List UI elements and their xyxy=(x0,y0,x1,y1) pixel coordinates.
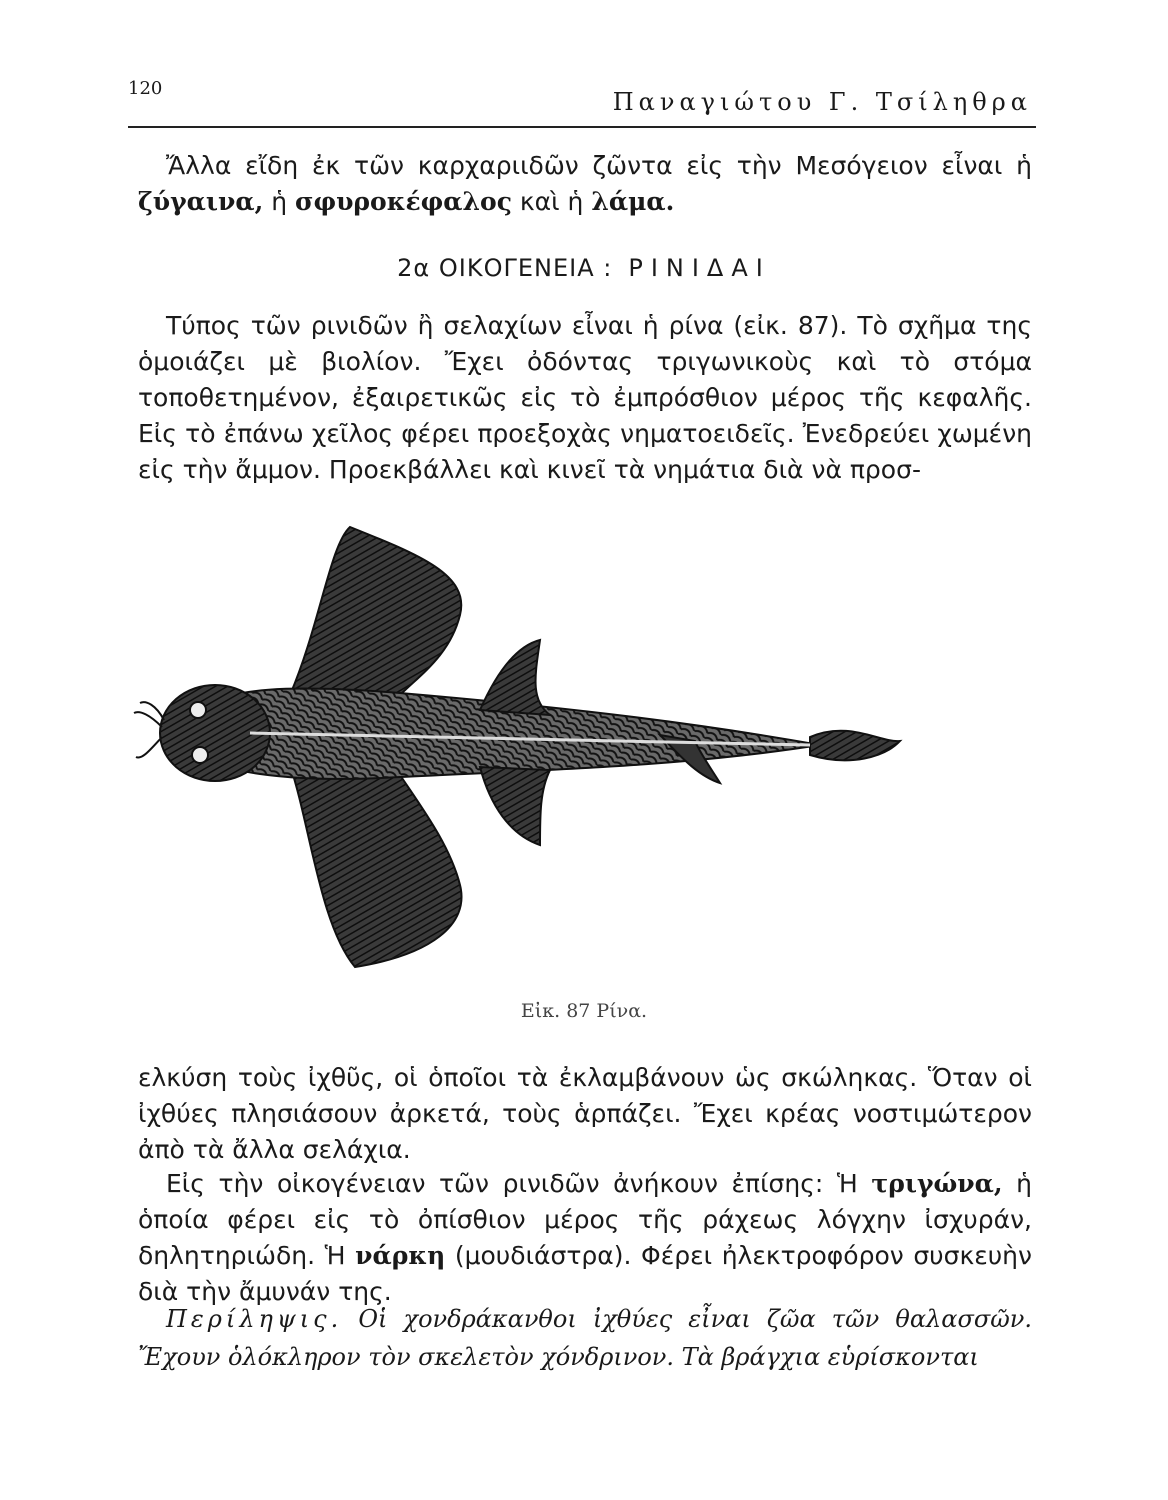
dorsal-fin-1 xyxy=(480,640,550,715)
figure-87 xyxy=(120,505,920,985)
term-trigona: τριγώνα, xyxy=(871,1169,1003,1198)
body-paragraph-2: ελκύση τοὺς ἰχθῦς, οἱ ὁποῖοι τὰ ἐκλαμβάνουν ὡς σκώληκας. Ὅταν οἱ ἰχθύες πλησιάσουν ἀρκετά, τοὺς ἁρπάζει. Ἔχει κρέας νοστιμώτερον ἀπὸ τὰ ἄλλα σελάχια. xyxy=(138,1063,1032,1164)
page-number: 120 xyxy=(128,78,163,99)
header-rule xyxy=(128,126,1036,128)
upper-pectoral-fin xyxy=(290,527,461,695)
term-sfyrokefalos: σφυροκέφαλος xyxy=(295,187,512,216)
body-3-text-3: (μουδιάστρα). Φέρει ἠλεκτροφόρον συσκευὴν διὰ τὴν ἄμυνάν της. xyxy=(138,1241,1032,1306)
pelvic-fin xyxy=(480,767,550,845)
section-family-name: ΡΙΝΙΔΑΙ xyxy=(628,254,771,282)
figure-caption: Εἰκ. 87 Ρίνα. xyxy=(520,1000,648,1022)
intro-paragraph xyxy=(138,148,1032,220)
term-zygaina: ζύγαινα, xyxy=(138,187,264,216)
summary-text: Οἱ χονδράκανθοι ἰχθύες εἶναι ζῶα τῶν θαλασσῶν. Ἔχουν ὁλόκληρον τὸν σκελετὸν χόνδρινον. Τὰ βράγχια εὑρίσκονται xyxy=(138,1305,1032,1371)
body-paragraph-3 xyxy=(138,1166,1032,1310)
intro-text-3: καὶ ἡ xyxy=(511,187,592,216)
section-heading xyxy=(0,254,1168,282)
intro-text-2: ἡ xyxy=(263,187,296,216)
angel-shark-illustration xyxy=(120,505,920,985)
body-3-text-1: Εἰς τὴν οἰκογένειαν τῶν ρινιδῶν ἀνήκουν ἐπίσης: Ἡ xyxy=(166,1169,872,1198)
summary-paragraph xyxy=(138,1300,1032,1376)
running-header: Παναγιώτου Γ. Τσίληθρα xyxy=(612,88,1032,116)
body-3-text-2: ἡ ὁποία φέρει εἰς τὸ ὀπίσθιον μέρος τῆς ράχεως λόγχην ἰσχυράν, δηλητηριώδη. Ἡ xyxy=(138,1169,1032,1270)
term-narki: νάρκη xyxy=(355,1241,446,1270)
term-lama: λάμα. xyxy=(591,187,675,216)
tail-fin xyxy=(810,731,900,761)
lower-pectoral-fin xyxy=(290,765,462,967)
body-paragraph-1: Τύπος τῶν ρινιδῶν ἢ σελαχίων εἶναι ἡ ρίνα (εἰκ. 87). Τὸ σχῆμα της ὁμοιάζει μὲ βιολίον. Ἔχει ὀδόντας τριγωνικοὺς καὶ τὸ στόμα τοποθετημένον, ἐξαιρετικῶς εἰς τὸ ἐμπρόσθιον μέρος τῆς κεφαλῆς. Εἰς τὸ ἐπάνω χεῖλος φέρει προεξοχὰς νηματοειδεῖς. Ἐνεδρεύει χωμένη εἰς τὴν ἄμμον. Προεκβάλλει καὶ κινεῖ τὰ νημάτια διὰ νὰ προσ- xyxy=(138,311,1032,484)
summary-lead: Περίληψις. xyxy=(166,1305,343,1333)
section-number: 2α ΟΙΚΟΓΕΝΕΙΑ : xyxy=(397,254,613,282)
intro-text-1: Ἄλλα εἴδη ἐκ τῶν καρχαριιδῶν ζῶντα εἰς τὴν Μεσόγειον εἶναι ἡ xyxy=(166,151,1032,180)
